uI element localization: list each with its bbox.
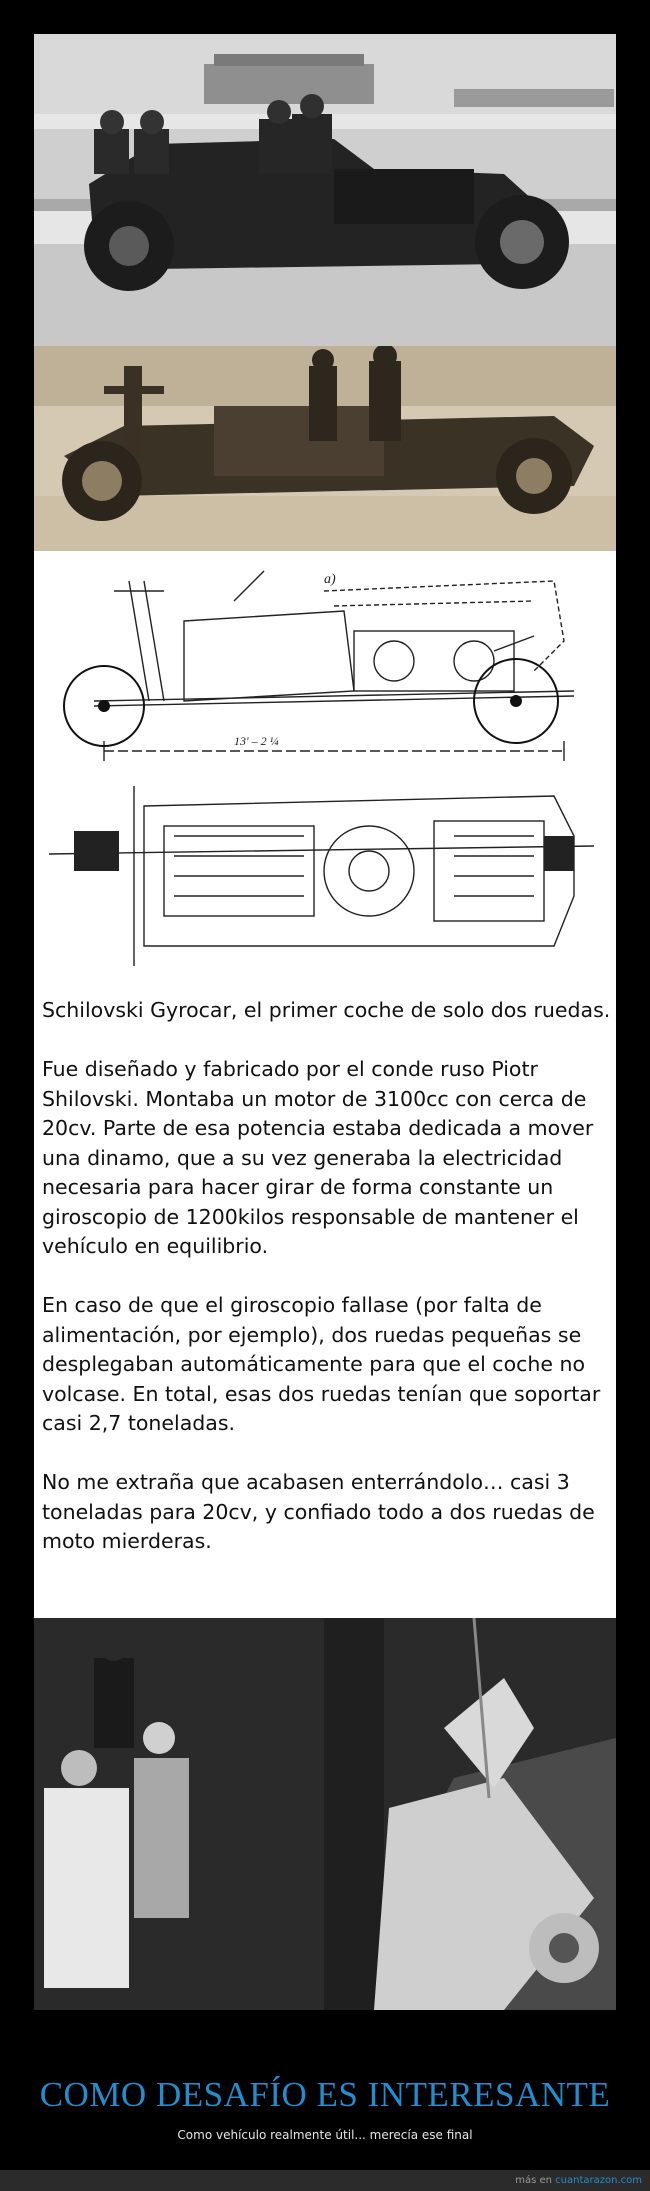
drawing-label-a: a) xyxy=(324,572,336,587)
paragraph-engine: Fue diseñado y fabricado por el conde ruso Piotr Shilovski. Montaba un motor de 3100cc con cerca de 20cv. Parte de esa potencia estaba dedicada a mover una dinamo, que a su vez generaba la electricidad necesaria para hacer girar de forma constante un giroscopio de 1200kilos responsable de mantener el vehículo en equilibrio. xyxy=(42,1057,594,1258)
site-link[interactable]: cuantarazon.com xyxy=(555,2175,642,2186)
post-title[interactable]: COMO DESAFÍO ES INTERESANTE xyxy=(39,2075,611,2114)
paragraph-comment: No me extraña que acabasen enterrándolo… casi 3 toneladas para 20cv, y confiado todo a dos ruedas de moto mierderas. xyxy=(42,1470,595,1553)
gyrocar-photo-chassis xyxy=(34,346,616,551)
drawing-dimension-label: 13' – 2 ¼ xyxy=(234,734,279,748)
post-subtitle: Como vehículo realmente útil... merecía ese final xyxy=(177,2128,473,2142)
paragraph-intro: Schilovski Gyrocar, el primer coche de solo dos ruedas. xyxy=(42,998,611,1022)
post-description xyxy=(42,996,612,1586)
gyrocar-photo-passengers xyxy=(34,34,616,346)
gyrocar-recovery-photo xyxy=(34,1618,616,2010)
gyrocar-side-drawing xyxy=(34,551,616,776)
paragraph-support-wheels: En caso de que el giroscopio fallase (por falta de alimentación, por ejemplo), dos ruedas pequeñas se desplegaban automáticamente para que el coche no volcase. En total, esas dos ruedas tenían que soportar casi 2,7 toneladas. xyxy=(42,1293,601,1435)
gyrocar-top-drawing xyxy=(34,776,616,974)
post-card xyxy=(34,34,616,2010)
site-credit xyxy=(515,2175,642,2186)
credit-prefix: más en xyxy=(515,2175,552,2186)
